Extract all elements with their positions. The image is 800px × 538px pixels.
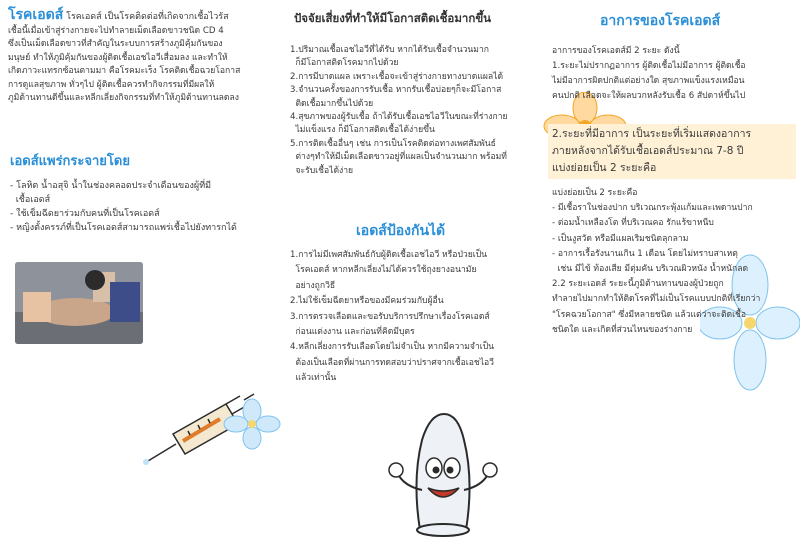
column-symptoms <box>540 0 800 538</box>
prevent-item: อย่างถูกวิธี <box>290 280 336 291</box>
risk-list <box>290 44 538 178</box>
spread-section <box>10 153 265 235</box>
symptom-line: 1.ระยะไม่ปรากฏอาการ ผู้ติดเชื้อไม่มีอาการ ผู้ติดเชื้อ <box>552 61 746 71</box>
phase2-line: 2.ระยะที่มีอาการ เป็นระยะที่เริ่มแสดงอาการ <box>552 128 752 140</box>
risk-item: ไม่แข็งแรง ก็มีโอกาสติดเชื้อได้ง่ายขึ้น <box>290 125 435 136</box>
prevent-item: ก่อนแต่งงาน และก่อนที่คิดมีบุตร <box>290 327 415 338</box>
risk-item: 3.จำนวนครั้งของการรับเชื้อ หากรับเชื้อบ่อยๆก็จะมีโอกาส <box>290 85 502 96</box>
intro-line: มนุษย์ ทำให้ภูมิคุ้มกันของผู้ติดเชื้อเอชไอวีเสื่อมลง และทำให้ <box>8 52 228 63</box>
intro-block <box>8 8 268 105</box>
about-title: โรคเอดส์ <box>8 7 64 23</box>
symptom-line: ไม่มีอาการผิดปกติแต่อย่างใด สุขภาพแข็งแรงเหมือน <box>552 76 745 86</box>
prevent-list <box>290 248 538 387</box>
risk-item: จะรับเชื้อได้ง่าย <box>290 165 354 176</box>
spread-list <box>10 179 265 235</box>
column-about-aids <box>0 0 272 538</box>
symptom-detail-line: "โรคฉวยโอกาส" ซึ่งมีหลายชนิด แล้วแต่ว่าจะติดเชื้อ <box>552 309 747 320</box>
prevent-item: 1.การไม่มีเพศสัมพันธ์กับผู้ติดเชื้อเอชไอวี หรือป่วยเป็น <box>290 250 488 260</box>
intro-first-line: โรคเอดส์ เป็นโรคติดต่อที่เกิดจากเชื้อไวรัส <box>66 12 229 22</box>
prevent-item: 4.หลีกเลี่ยงการรับเลือดโดยไม่จำเป็น หากมีความจำเป็น <box>290 342 495 353</box>
symptom-line: อาการของโรคเอดส์มี 2 ระยะ ดังนี้ <box>552 46 680 56</box>
intro-line: ซึ่งเป็นเม็ดเลือดขาวที่สำคัญในระบบการสร้างภูมิคุ้มกันของ <box>8 39 223 50</box>
condom-mascot-icon <box>382 410 502 538</box>
symptom-detail-line: แบ่งย่อยเป็น 2 ระยะคือ <box>552 188 638 198</box>
symptom-detail-line: - อาการเรื้อรังนานเกิน 1 เดือน โดยไม่ทราบสาเหตุ <box>552 248 738 259</box>
phase2-line: ภายหลังจากได้รับเชื้อเอดส์ประมาณ 7-8 ปี <box>552 145 744 157</box>
prevent-title: เอดส์ป้องกันได้ <box>356 223 446 239</box>
symptom-detail-line: ทำลายไปมากทำให้ติดโรคที่ไม่เป็นโรคแบบปกติที่เรียกว่า <box>552 294 761 305</box>
symptoms-phase2-details <box>552 186 798 338</box>
symptoms-phase1 <box>552 44 798 104</box>
risk-item: 1.ปริมาณเชื้อเอชไอวีที่ได้รับ หากได้รับเชื้อจำนวนมาก <box>290 45 490 55</box>
intro-line: เชื้อนี้เมื่อเข้าสู่ร่างกายจะไปทำลายเม็ดเลือดขาวชนิด CD 4 <box>8 26 224 36</box>
risk-item: ต่างๆทำให้มีเม็ดเลือดขาวอยู่ที่แผลเป็นจำนวนมาก พร้อมที่ <box>290 152 507 163</box>
symptom-detail-line: เช่น มีไข้ ท้องเสีย มีตุ่มคัน บริเวณผิวหนัง น้ำหนักลด <box>552 264 749 275</box>
spread-item: - โลหิต น้ำอสุจิ น้ำในช่องคลอดประจำเดือนของผู้ที่มี <box>10 181 212 191</box>
spread-item: - หญิงตั้งครรภ์ที่เป็นโรคเอดส์สามารถแพร่เชื้อไปยังทารกได้ <box>10 223 237 233</box>
column-risk-prevention <box>272 0 540 538</box>
symptoms-phase2-box <box>548 124 796 179</box>
spread-item: - ใช้เข็มฉีดยาร่วมกับคนที่เป็นโรคเอดส์ <box>10 209 160 219</box>
photo-illustration <box>15 262 143 344</box>
photo-image <box>15 262 143 344</box>
risk-item: 5.การติดเชื้ออื่นๆ เช่น การเป็นโรคติดต่อทางเพศสัมพันธ์ <box>290 138 496 149</box>
prevent-item: 2.ไม่ใช้เข็มฉีดยาหรือของมีคมร่วมกับผู้อื่น <box>290 296 444 307</box>
intro-paragraph <box>8 25 268 105</box>
prevent-item: แล้วเท่านั้น <box>290 373 337 384</box>
prevent-item: 3.การตรวจเลือดและขอรับบริการปรึกษาเรื่องโรคเอดส์ <box>290 311 490 322</box>
phase2-line: แบ่งย่อยเป็น 2 ระยะคือ <box>552 162 657 174</box>
risk-item: ติดเชื้อมากขึ้นไปด้วย <box>290 98 374 109</box>
risk-item: 2.การมีบาดแผล เพราะเชื้อจะเข้าสู่ร่างกายทางบาดแผลได้ <box>290 71 504 82</box>
prevent-item: โรคเอดส์ หากหลีกเลี่ยงไม่ได้ควรใช้ถุงยางอนามัย <box>290 265 477 276</box>
risk-item: 4.สุขภาพของผู้รับเชื้อ ถ้าได้รับเชื้อเอชไอวีในขณะที่ร่างกาย <box>290 112 508 123</box>
intro-line: การดูแลสุขภาพ ทั่วๆไป ผู้ติดเชื้อควรทำกิจกรรมที่มีผลให้ <box>8 79 215 90</box>
symptom-detail-line: - มีเชื้อราในช่องปาก บริเวณกระพุ้งแก้มและเพดานปาก <box>552 203 753 214</box>
intro-line: เกิดภาวะแทรกซ้อนตามมา คือโรคมะเร็ง โรคติดเชื้อฉวยโอกาส <box>8 66 241 77</box>
symptom-detail-line: - เป็นงูสวัด หรือมีแผลเริมชนิดลุกลาม <box>552 233 689 244</box>
spread-item: เชื้อเอดส์ <box>10 195 51 205</box>
symptom-line: คนปกติ เลือดจะให้ผลบวกหลังรับเชื้อ 6 สัปดาห์ขึ้นไป <box>552 91 746 101</box>
spread-title: เอดส์แพร่กระจายโดย <box>10 154 130 169</box>
prevent-item: ต้องเป็นเลือดที่ผ่านการทดสอบว่าปราศจากเชื้อเอชไอวี <box>290 357 495 368</box>
intro-line: ภูมิต้านทานดีขึ้นและหลีกเลี่ยงกิจกรรมที่ทำให้ภูมิต้านทานลดลง <box>8 93 239 104</box>
risk-item: ก็มีโอกาสติดโรคมากไปด้วย <box>290 58 399 69</box>
symptoms-title: อาการของโรคเอดส์ <box>600 13 721 29</box>
symptom-detail-line: - ต่อมน้ำเหลืองโต ที่บริเวณคอ รักแร้ขาหนีบ <box>552 218 714 229</box>
risk-title: ปัจจัยเสี่ยงที่ทำให้มีโอกาสติดเชื้อมากขึ้น <box>294 11 492 25</box>
symptom-detail-line: ชนิดใด และเกิดที่ส่วนไหนของร่างกาย <box>552 324 693 335</box>
symptom-detail-line: 2.2 ระยะเอดส์ ระยะนี้ภูมิต้านทานของผู้ป่วยถูก <box>552 279 724 290</box>
